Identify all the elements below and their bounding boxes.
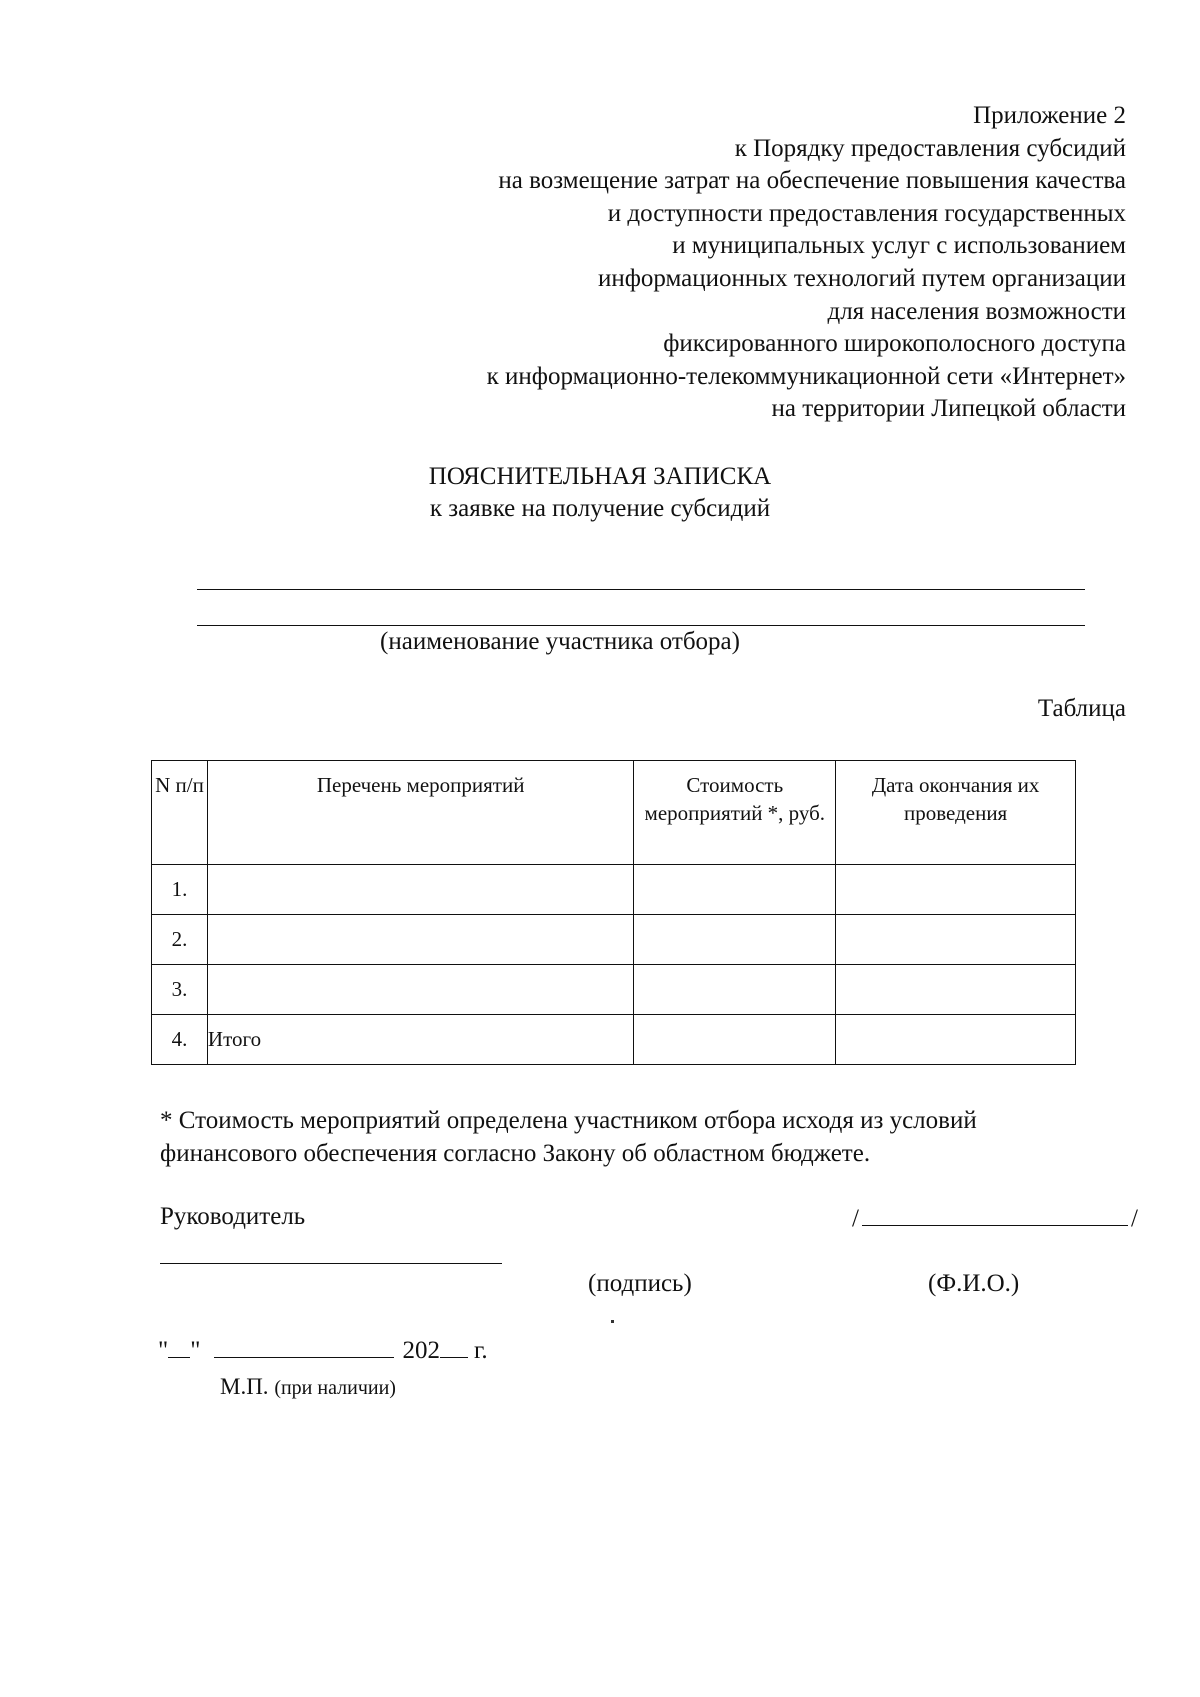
table-row [152, 865, 1076, 915]
fio-underline[interactable] [862, 1203, 1128, 1226]
signature-caption: (подпись) [588, 1270, 692, 1297]
appendix-line: для населения возможности [827, 297, 1126, 325]
header-end-date: Дата окончания их проведения [836, 761, 1076, 865]
fio-caption: (Ф.И.О.) [928, 1270, 1020, 1297]
slash-open: / [852, 1205, 859, 1232]
year-prefix: 202 [402, 1337, 440, 1364]
document-title: ПОЯСНИТЕЛЬНАЯ ЗАПИСКА [428, 463, 772, 490]
document-subtitle: к заявке на получение субсидий [429, 495, 771, 522]
appendix-line: к информационно-телекоммуникационной сети «Интернет» [486, 362, 1126, 390]
header-measures-list: Перечень мероприятий [207, 761, 633, 865]
signature-line[interactable] [160, 1263, 502, 1264]
appendix-line: информационных технологий путем организации [597, 264, 1126, 292]
row-number: 3. [152, 965, 208, 1015]
quote-open: " [158, 1337, 169, 1364]
cost-footnote [160, 1104, 1140, 1170]
row-cost-cell[interactable] [634, 865, 836, 915]
year-blank[interactable] [440, 1337, 468, 1358]
header-cost: Стоимость мероприятий *, руб. [634, 761, 836, 865]
head-label: Руководитель [160, 1203, 306, 1230]
table-row [152, 965, 1076, 1015]
row-date-cell[interactable] [836, 1015, 1076, 1065]
day-blank[interactable] [168, 1337, 190, 1358]
table-row-total [152, 1015, 1076, 1065]
seal-label [220, 1374, 396, 1400]
date-field[interactable] [158, 1337, 488, 1365]
scan-speck [611, 1320, 614, 1323]
table-label: Таблица [1037, 695, 1126, 722]
quote-close: " [190, 1337, 201, 1364]
appendix-line: на возмещение затрат на обеспечение повышения качества [498, 167, 1126, 195]
row-cost-cell[interactable] [634, 1015, 836, 1065]
slash-close: / [1130, 1205, 1138, 1232]
row-measure-cell[interactable] [207, 915, 633, 965]
row-date-cell[interactable] [836, 865, 1076, 915]
appendix-line: к Порядку предоставления субсидий [734, 134, 1126, 162]
participant-caption: (наименование участника отбора) [380, 628, 740, 655]
measures-table [151, 760, 1076, 1065]
participant-name-line-2[interactable] [197, 625, 1085, 626]
appendix-line: и муниципальных услуг с использованием [672, 232, 1126, 260]
participant-name-line-1[interactable] [197, 589, 1085, 590]
row-date-cell[interactable] [836, 965, 1076, 1015]
row-total-label: Итого [207, 1015, 633, 1065]
appendix-heading [366, 100, 1126, 426]
header-number: N п/п [152, 761, 208, 865]
row-cost-cell[interactable] [634, 915, 836, 965]
table-header-row [152, 761, 1076, 865]
row-cost-cell[interactable] [634, 965, 836, 1015]
appendix-line: Приложение 2 [973, 102, 1126, 129]
row-number: 1. [152, 865, 208, 915]
appendix-line: и доступности предоставления государственных [607, 199, 1126, 227]
table-row [152, 915, 1076, 965]
seal-note: (при наличии) [274, 1377, 396, 1399]
appendix-line: на территории Липецкой области [771, 395, 1126, 423]
row-measure-cell[interactable] [207, 965, 633, 1015]
appendix-line: фиксированного широкополосного доступа [663, 330, 1126, 358]
footnote-line: * Стоимость мероприятий определена участником отбора исходя из условий [160, 1107, 977, 1134]
seal-abbrev: М.П. [220, 1374, 269, 1399]
row-measure-cell[interactable] [207, 865, 633, 915]
row-number: 4. [152, 1015, 208, 1065]
month-blank[interactable] [214, 1337, 394, 1358]
year-suffix: г. [473, 1337, 488, 1364]
row-number: 2. [152, 915, 208, 965]
fio-field[interactable] [852, 1203, 1138, 1233]
footnote-line: финансового обеспечения согласно Закону об областном бюджете. [160, 1140, 871, 1167]
row-date-cell[interactable] [836, 915, 1076, 965]
